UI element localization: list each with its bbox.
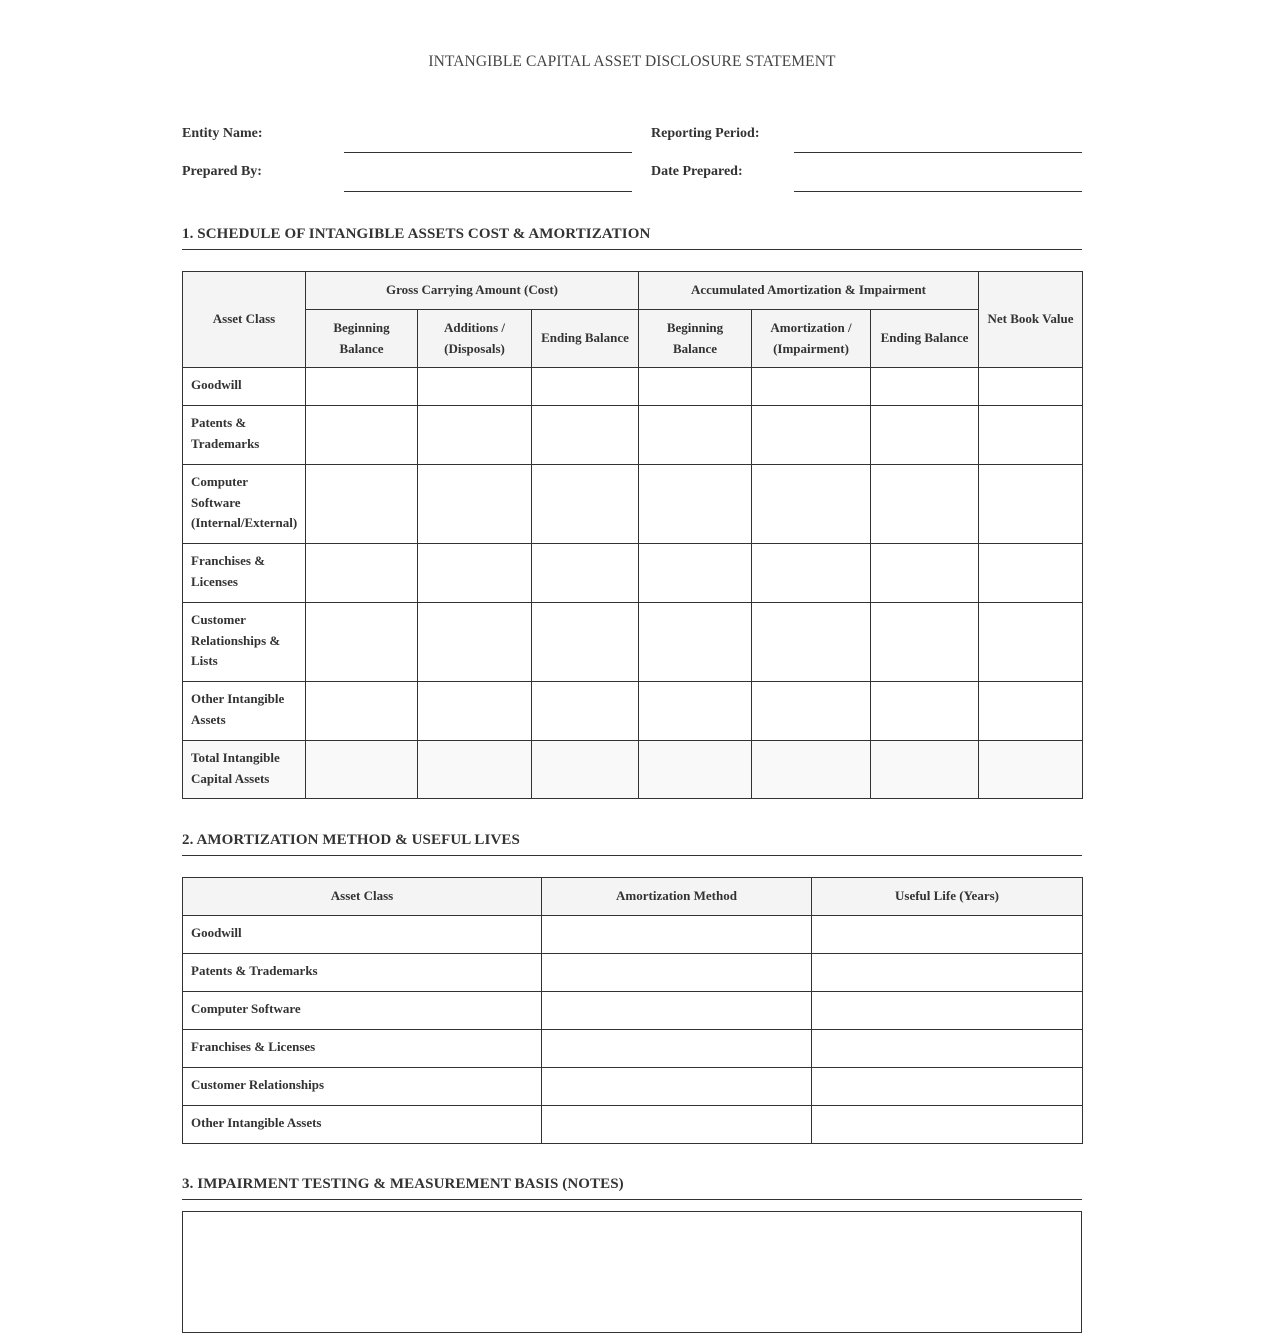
impairment-notes-textarea[interactable] <box>182 1211 1082 1333</box>
table-row <box>183 368 1083 406</box>
input-cell[interactable] <box>542 1106 812 1144</box>
input-cell[interactable] <box>542 916 812 954</box>
section-3-heading: 3. IMPAIRMENT TESTING & MEASUREMENT BASIS (NOTES) <box>182 1176 1082 1200</box>
input-cell[interactable] <box>532 682 639 741</box>
input-cell[interactable] <box>871 682 979 741</box>
input-cell[interactable] <box>418 682 532 741</box>
table-row <box>183 682 1083 741</box>
input-cell[interactable] <box>542 1030 812 1068</box>
table-row <box>183 544 1083 603</box>
input-cell[interactable] <box>306 603 418 682</box>
input-cell[interactable] <box>752 741 871 799</box>
table-row <box>183 465 1083 544</box>
row-label-franchises-licenses: Franchises & Licenses <box>183 1030 542 1068</box>
row-label-goodwill: Goodwill <box>183 368 306 406</box>
input-cell[interactable] <box>979 406 1083 465</box>
input-cell[interactable] <box>752 406 871 465</box>
header-amortization-method: Amortization Method <box>542 878 812 916</box>
input-cell[interactable] <box>752 368 871 406</box>
prepared-by-label: Prepared By: <box>182 164 262 179</box>
reporting-period-field[interactable] <box>794 152 1082 153</box>
input-cell[interactable] <box>812 916 1083 954</box>
row-label-customer-relationships: Customer Relationships & Lists <box>183 603 306 682</box>
input-cell[interactable] <box>306 682 418 741</box>
input-cell[interactable] <box>812 992 1083 1030</box>
entity-name-field[interactable] <box>344 152 632 153</box>
input-cell[interactable] <box>639 544 752 603</box>
table-row <box>183 603 1083 682</box>
input-cell[interactable] <box>812 1030 1083 1068</box>
input-cell[interactable] <box>306 406 418 465</box>
input-cell[interactable] <box>418 406 532 465</box>
input-cell[interactable] <box>871 406 979 465</box>
input-cell[interactable] <box>418 544 532 603</box>
input-cell[interactable] <box>639 603 752 682</box>
row-label-computer-software: Computer Software <box>183 992 542 1030</box>
input-cell[interactable] <box>752 465 871 544</box>
input-cell[interactable] <box>979 465 1083 544</box>
header-gross-beginning-balance: Beginning Balance <box>306 310 418 368</box>
input-cell[interactable] <box>418 741 532 799</box>
table-row <box>183 406 1083 465</box>
input-cell[interactable] <box>812 954 1083 992</box>
row-label-patents-trademarks: Patents & Trademarks <box>183 406 306 465</box>
input-cell[interactable] <box>812 1106 1083 1144</box>
date-prepared-field[interactable] <box>794 191 1082 192</box>
input-cell[interactable] <box>639 368 752 406</box>
input-cell[interactable] <box>418 465 532 544</box>
row-label-total: Total Intangible Capital Assets <box>183 741 306 799</box>
input-cell[interactable] <box>532 741 639 799</box>
input-cell[interactable] <box>871 741 979 799</box>
table-row <box>183 1106 1083 1144</box>
header-accumulated-amortization: Accumulated Amortization & Impairment <box>639 272 979 310</box>
section-1-heading: 1. SCHEDULE OF INTANGIBLE ASSETS COST & AMORTIZATION <box>182 226 1082 250</box>
input-cell[interactable] <box>979 682 1083 741</box>
input-cell[interactable] <box>306 544 418 603</box>
input-cell[interactable] <box>306 465 418 544</box>
row-label-computer-software: Computer Software (Internal/External) <box>183 465 306 544</box>
header-asset-class: Asset Class <box>183 878 542 916</box>
input-cell[interactable] <box>639 682 752 741</box>
input-cell[interactable] <box>979 544 1083 603</box>
input-cell[interactable] <box>418 368 532 406</box>
header-accum-beginning-balance: Beginning Balance <box>639 310 752 368</box>
header-net-book-value: Net Book Value <box>979 272 1083 368</box>
input-cell[interactable] <box>979 603 1083 682</box>
header-gross-ending-balance: Ending Balance <box>532 310 639 368</box>
input-cell[interactable] <box>306 741 418 799</box>
prepared-by-field[interactable] <box>344 191 632 192</box>
table-row <box>183 992 1083 1030</box>
input-cell[interactable] <box>979 741 1083 799</box>
row-label-customer-relationships: Customer Relationships <box>183 1068 542 1106</box>
input-cell[interactable] <box>532 544 639 603</box>
input-cell[interactable] <box>639 741 752 799</box>
row-label-other-intangible-assets: Other Intangible Assets <box>183 1106 542 1144</box>
table-row <box>183 1030 1083 1068</box>
reporting-period-label: Reporting Period: <box>651 126 760 141</box>
header-asset-class: Asset Class <box>183 272 306 368</box>
header-gross-carrying-amount: Gross Carrying Amount (Cost) <box>306 272 639 310</box>
amortization-method-table <box>182 877 1083 1144</box>
input-cell[interactable] <box>639 406 752 465</box>
input-cell[interactable] <box>418 603 532 682</box>
table-row <box>183 954 1083 992</box>
table-row-total <box>183 741 1083 799</box>
input-cell[interactable] <box>871 368 979 406</box>
row-label-other-intangible-assets: Other Intangible Assets <box>183 682 306 741</box>
table-row <box>183 1068 1083 1106</box>
input-cell[interactable] <box>752 544 871 603</box>
date-prepared-label: Date Prepared: <box>651 164 743 179</box>
row-label-patents-trademarks: Patents & Trademarks <box>183 954 542 992</box>
input-cell[interactable] <box>752 603 871 682</box>
input-cell[interactable] <box>871 544 979 603</box>
entity-name-label: Entity Name: <box>182 126 263 141</box>
intangible-assets-schedule-table <box>182 271 1083 799</box>
document-title: INTANGIBLE CAPITAL ASSET DISCLOSURE STATEMENT <box>428 53 836 70</box>
input-cell[interactable] <box>532 406 639 465</box>
input-cell[interactable] <box>542 992 812 1030</box>
header-accum-ending-balance: Ending Balance <box>871 310 979 368</box>
input-cell[interactable] <box>639 465 752 544</box>
input-cell[interactable] <box>532 603 639 682</box>
header-accum-amortization: Amortization / (Impairment) <box>752 310 871 368</box>
section-2-heading: 2. AMORTIZATION METHOD & USEFUL LIVES <box>182 832 1082 856</box>
input-cell[interactable] <box>871 603 979 682</box>
row-label-franchises-licenses: Franchises & Licenses <box>183 544 306 603</box>
input-cell[interactable] <box>542 954 812 992</box>
input-cell[interactable] <box>306 368 418 406</box>
input-cell[interactable] <box>871 465 979 544</box>
row-label-goodwill: Goodwill <box>183 916 542 954</box>
input-cell[interactable] <box>979 368 1083 406</box>
input-cell[interactable] <box>752 682 871 741</box>
input-cell[interactable] <box>812 1068 1083 1106</box>
input-cell[interactable] <box>532 465 639 544</box>
table-row <box>183 916 1083 954</box>
header-useful-life: Useful Life (Years) <box>812 878 1083 916</box>
input-cell[interactable] <box>542 1068 812 1106</box>
header-gross-additions: Additions / (Disposals) <box>418 310 532 368</box>
input-cell[interactable] <box>532 368 639 406</box>
